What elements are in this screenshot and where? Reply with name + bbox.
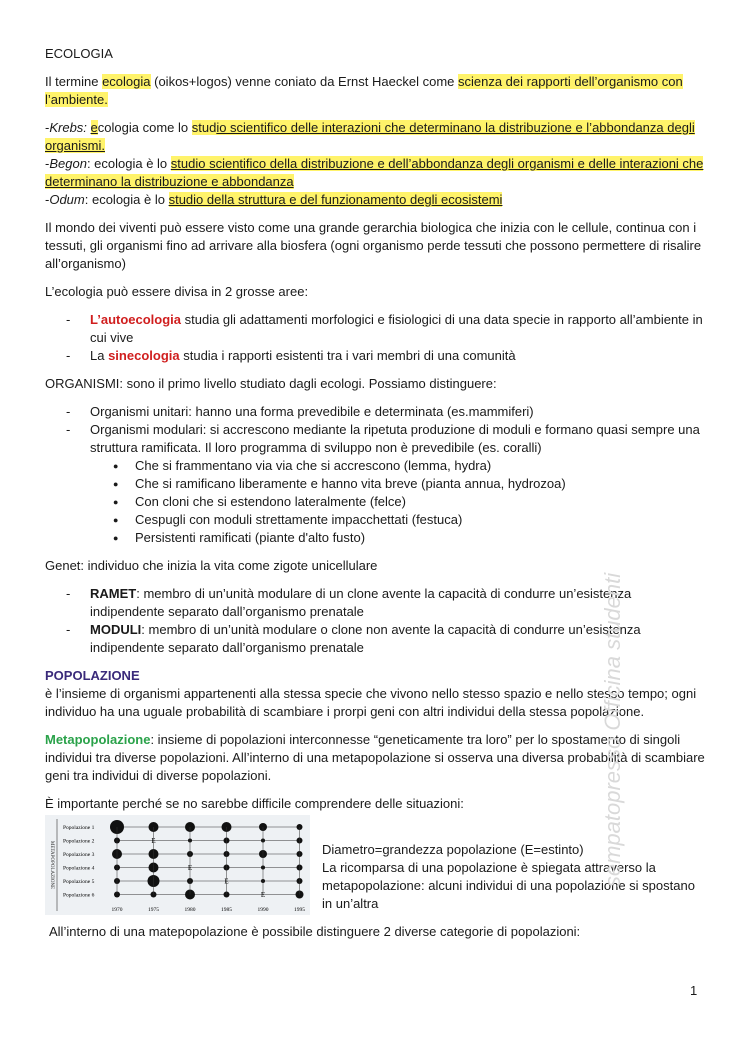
figure-row-label: Popolazione 6	[63, 892, 95, 899]
watermark	[590, 535, 650, 925]
term-ramet: RAMET	[90, 586, 137, 601]
highlight-ecologia: ecologia	[102, 74, 151, 89]
paragraph-categorie: All’interno di una matepopolazione è possibile distinguere 2 diverse categorie di popolazioni:	[49, 924, 581, 939]
extinct-marker: E	[151, 837, 156, 845]
dash: -	[45, 120, 50, 135]
figure-year-label: 1970	[111, 907, 123, 913]
popolazione-heading: POPOLAZIONE	[45, 668, 140, 683]
highlight-krebs-a: e	[90, 120, 98, 135]
moduli-text: : membro di un’unità modulare o clone non avente la capacità di condurre un’esistenza indipendente separato dall’organismo prenatale	[90, 622, 641, 655]
definition-krebs	[45, 119, 705, 155]
figure-year-label: 1990	[257, 907, 269, 913]
watermark-text: sempatopresso Officina studenti	[600, 572, 625, 888]
list-item: ● Che si frammentano via via che si accrescono (lemma, hydra)	[90, 457, 705, 475]
term-autoecologia: L’autoecologia	[90, 312, 182, 327]
krebs-text: cologia come lo	[97, 120, 192, 135]
paragraph-aree: L’ecologia può essere divisa in 2 grosse aree:	[45, 284, 309, 299]
figure-caption-line-2: La ricomparsa di una popolazione è spiegata attraverso la metapopolazione: alcuni individui di una popolazione si spostano in un’altra	[322, 860, 695, 911]
paragraph-importante: È importante perché se no sarebbe difficile comprendere delle situazioni:	[45, 796, 464, 811]
modulari-sublist	[90, 457, 705, 547]
definition-odum	[45, 191, 705, 209]
list-item-sinecologia	[45, 347, 705, 365]
extinct-marker: E	[224, 877, 229, 886]
autoecologia-text: studia gli adattamenti morfologici e fisiologici di una data specie in rapporto all’ambiente in cui vive	[90, 312, 703, 345]
modulari-text: Organismi modulari: si accrescono mediante la ripetuta produzione di moduli e formano quasi sempre una struttura ramificata. Il loro programma di sviluppo non è prevedibile (es. coralli)	[90, 422, 700, 455]
intro-text: Il termine	[45, 74, 103, 89]
extinct-marker: E	[260, 891, 266, 899]
intro-text-2: (oikos+logos) venne coniato da Ernst Haeckel come	[150, 74, 458, 89]
dash: -	[45, 192, 50, 207]
list-item: ● Con cloni che si estendono lateralmente (felce)	[90, 493, 705, 511]
list-item: ● Cespugli con moduli strettamente impacchettati (festuca)	[90, 511, 705, 529]
paragraph-genet: Genet: individuo che inizia la vita come zigote unicellulare	[45, 558, 378, 573]
list-item-modulari	[45, 421, 705, 547]
page-number: 1	[690, 983, 698, 998]
author-begon: Begon	[49, 156, 87, 171]
term-sinecologia: sinecologia	[108, 348, 180, 363]
document-title: ECOLOGIA	[45, 46, 113, 61]
popolazione-text: è l’insieme di organismi appartenenti alla stessa specie che vivono nello stesso spazio e nello stesso tempo; ogni individuo ha una uguale probabilità di scambiare i prorpi geni con altri individui della stessa popolazione.	[45, 686, 697, 719]
paragraph-gerarchia: Il mondo dei viventi può essere visto come una grande gerarchia biologica che inizia con le cellule, continua con i tessuti, gli organismi fino ad arrivare alla biosfera (ogni organismo perde tessuti che possono permettere di risalire all’organismo)	[45, 220, 702, 271]
list-item: ● Che si ramificano liberamente e hanno vita breve (pianta annua, hydrozoa)	[90, 475, 705, 493]
ramet-text: : membro di un’unità modulare di un clone avente la capacità di condurre un’esistenza indipendente separato dall’organismo prenatale	[90, 586, 632, 619]
highlight-odum: studio della struttura e del funzionamento degli ecosistemi	[168, 192, 503, 207]
metapopulation-figure	[45, 815, 310, 915]
definition-begon	[45, 155, 705, 191]
highlight-krebs-c: io scientifico delle interazioni che determinano la distribuzione e l’abbondanza degli organismi.	[45, 120, 695, 153]
figure-row-label: Popolazione 1	[63, 825, 95, 831]
figure-row-label: Popolazione 2	[63, 838, 95, 845]
figure-year-label: 1995	[294, 907, 305, 913]
figure-row-label: Popolazione 5	[63, 879, 95, 885]
figure-axis-label: METAPOPOLAZIONE	[49, 840, 54, 890]
list-item: ● Persistenti ramificati (piante d'alto fusto)	[90, 529, 705, 547]
figure-row-label: Popolazione 4	[63, 865, 95, 872]
organismi-list	[45, 403, 705, 547]
definitions-block	[45, 119, 705, 209]
highlight-krebs-b: stud	[191, 120, 217, 135]
paragraph-organismi: ORGANISMI: sono il primo livello studiato dagli ecologi. Possiamo distinguere:	[45, 376, 497, 391]
extinct-marker: E	[187, 864, 193, 872]
term-metapopolazione: Metapopolazione	[45, 732, 151, 747]
list-item-unitari: - Organismi unitari: hanno una forma prevedibile e determinata (es.mammiferi)	[45, 403, 705, 421]
odum-text: : ecologia è lo	[84, 192, 169, 207]
space	[87, 120, 91, 135]
sinecologia-pre: La	[90, 348, 109, 363]
figure-year-label: 1975	[148, 907, 159, 913]
sinecologia-text: studia i rapporti esistenti tra i vari membri di una comunità	[179, 348, 516, 363]
author-odum: Odum	[49, 192, 85, 207]
highlight-definition: scienza dei rapporti dell’organismo con l’ambiente.	[45, 74, 683, 107]
figure-row-label: Popolazione 3	[63, 852, 95, 858]
metapopolazione-text: : insieme di popolazioni interconnesse “geneticamente tra loro” per lo spostamento di singoli individui tra diverse popolazioni. All’interno di una metapopolazione si osserva una diversa probabilità di scambiare geni tra individui di diverse popolazioni.	[45, 732, 705, 783]
highlight-begon: studio scientifico della distribuzione e dell’abbondanza degli organismi e delle interazioni che determinano la distribuzione e abbondanza	[45, 156, 704, 189]
figure-year-label: 1985	[221, 907, 232, 913]
figure-caption-line-1: Diametro=grandezza popolazione (E=estinto)	[322, 842, 584, 857]
intro-paragraph	[45, 73, 705, 109]
author-krebs: Krebs:	[49, 120, 87, 135]
list-item-autoecologia	[45, 311, 705, 347]
begon-text: : ecologia è lo	[86, 156, 171, 171]
term-moduli: MODULI	[90, 622, 142, 637]
figure-year-label: 1980	[184, 907, 196, 913]
dash: -	[45, 156, 50, 171]
aree-list	[45, 311, 705, 365]
